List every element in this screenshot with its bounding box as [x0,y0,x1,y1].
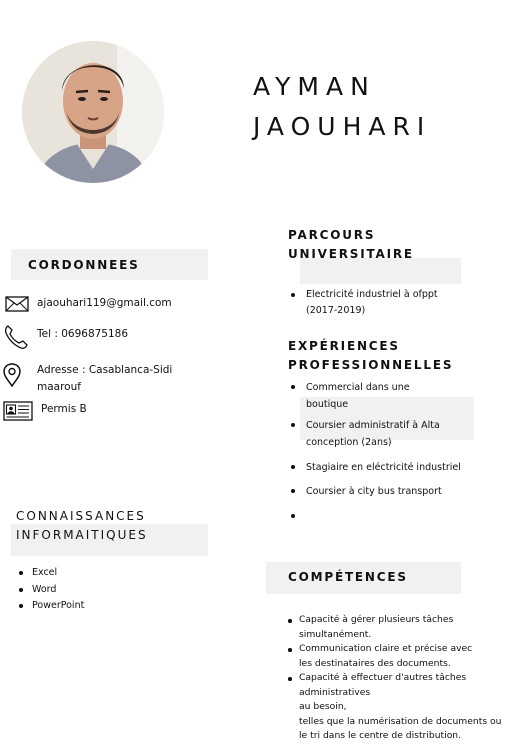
envelope-icon [5,296,29,312]
competence-line: Capacité à gérer plusieurs tâches [299,614,454,625]
first-name: AYMAN [253,72,376,101]
bullet [291,385,295,389]
bullet [288,648,292,652]
competence-item [299,613,453,642]
experience-item [306,459,461,476]
phone-text: Tel : 0696875186 [37,328,129,340]
permis-text: Permis B [41,403,87,415]
informatique-title-line1: CONNAISSANCES [16,509,146,523]
email-text: ajaouhari119@gmail.com [37,297,172,309]
bullet [291,465,295,469]
last-name: JAOUHARI [253,112,432,141]
experience-item [306,379,410,413]
bullet [288,677,292,681]
competence-line: telles que la numérisation de documents ou [299,715,502,727]
competences-title: COMPÉTENCES [288,570,408,584]
competence-line: Communication claire et précise avec [299,643,473,654]
bullet [288,619,292,623]
experience-line: Coursier à city bus transport [306,486,442,497]
cordonnees-title: CORDONNEES [28,258,140,272]
location-pin-icon [3,363,21,387]
list-item [19,598,84,615]
bullet [291,293,295,297]
parcours-item-line1: Electricité industriel à ofppt [306,289,438,300]
competence-line: Capacité à effectuer d'autres tâches [299,672,467,683]
id-card-icon [3,401,33,421]
bullet [291,423,295,427]
experience-line: conception (2ans) [306,437,392,448]
parcours-item [306,287,438,318]
experience-line: Commercial dans une [306,382,410,393]
experiences-title-line1: EXPÉRIENCES [288,339,400,353]
bullet [291,514,295,518]
experience-line: Stagiaire en eléctricité industriel [306,462,461,473]
experiences-title-line2: PROFESSIONNELLES [288,358,454,372]
parcours-item-line2: (2017-2019) [306,304,366,316]
competence-line: simultanément. [299,628,372,640]
competence-line: les destinataires des documents. [299,657,451,669]
list-item-text: Excel [32,567,58,578]
list-item [19,582,84,599]
bullet [291,489,295,493]
experience-item [306,417,440,451]
informatique-title-line2: INFORMAITIQUES [16,528,148,542]
experience-line: boutique [306,399,349,410]
experience-item [306,483,442,500]
experience-line: Coursier administratif à Alta [306,420,440,431]
competence-item [299,671,501,744]
parcours-title-line2: UNIVERSITAIRE [288,247,414,261]
competence-line: au besoin, [299,701,347,712]
competence-line: administratives [299,686,371,698]
list-item [19,565,84,582]
informatique-list [19,565,84,615]
address-line2: maarouf [37,381,81,393]
profile-photo [22,41,164,183]
competence-item [299,642,472,671]
phone-icon [3,324,29,350]
list-item-text: Word [32,583,57,595]
competence-line: le tri dans le centre de distribution. [299,730,462,741]
parcours-title-line1: PARCOURS [288,228,376,242]
list-item-text: PowerPoint [32,600,85,611]
address-line1: Adresse : Casablanca-Sidi [37,364,173,376]
